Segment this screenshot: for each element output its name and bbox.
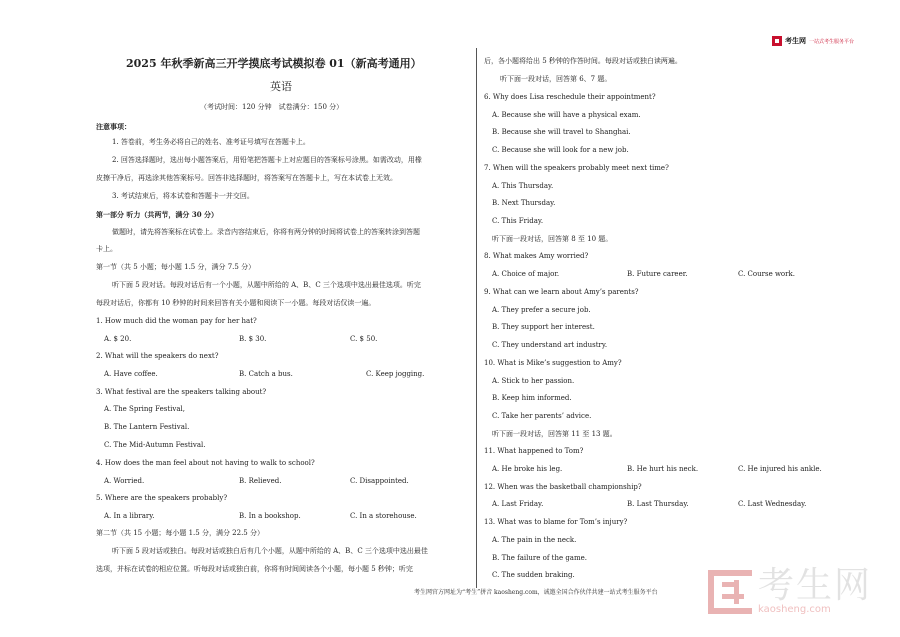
question-10: 10. What is Mike’s suggestion to Amy? [484,359,622,367]
logo-name: 考生网 [785,37,806,45]
brand-logo[interactable] [772,36,854,46]
option-a[interactable]: A. Because she will have a physical exam. [492,111,641,119]
exam-info: （考试时间：120 分钟 试卷满分：150 分） [200,103,344,111]
listening-instruction: 听下面一段对话，回答第 11 至 13 题。 [492,430,617,438]
question-9: 9. What can we learn about Amy’s parents? [484,288,639,296]
section2-intro: 选项，并标在试卷的相应位置。听每段对话或独白前，你将有时间阅读各个小题，每小题 5 秒钟；听完 [96,565,413,573]
option-c[interactable]: C. Course work. [738,270,795,278]
option-b[interactable]: B. Relieved. [239,477,282,485]
question-5: 5. Where are the speakers probably? [96,494,228,502]
option-b[interactable]: B. Because she will travel to Shanghai. [492,128,631,136]
section2-intro: 听下面 5 段对话或独白。每段对话或独白后有几个小题，从题中所给的 A、B、C 三个选项中选出最佳 [112,547,428,555]
option-c[interactable]: C. The sudden braking. [492,571,575,579]
option-c[interactable]: C. They understand art industry. [492,341,608,349]
option-b[interactable]: B. Next Thursday. [492,199,556,207]
option-c[interactable]: C. The Mid-Autumn Festival. [104,441,206,449]
notice-line: 皮擦干净后，再选涂其他答案标号。回答非选择题时，将答案写在答题卡上，写在本试卷上无效。 [96,174,397,182]
question-4: 4. How does the man feel about not having to walk to school? [96,459,315,467]
option-a[interactable]: A. The Spring Festival, [104,405,185,413]
part1-heading: 第一部分 听力（共两节，满分 30 分） [96,210,219,219]
notice-line: 3. 考试结束后，将本试卷和答题卡一并交回。 [112,192,254,200]
listening-instruction: 听下面一段对话，回答第 8 至 10 题。 [492,235,613,243]
option-c[interactable]: C. Disappointed. [350,477,409,485]
question-1: 1. How much did the woman pay for her hat? [96,317,257,325]
question-11: 11. What happened to Tom? [484,447,584,455]
option-a[interactable]: A. The pain in the neck. [492,536,577,544]
page-title: 2025 年秋季新高三开学摸底考试模拟卷 01（新高考通用） [126,57,422,70]
part1-intro: 卡上。 [96,245,117,253]
section1-heading: 第一节（共 5 小题；每小题 1.5 分，满分 7.5 分） [96,263,256,271]
option-b[interactable]: B. He hurt his neck. [627,465,699,473]
option-c[interactable]: C. Because she will look for a new job. [492,146,629,154]
option-a[interactable]: A. Stick to her passion. [492,377,575,385]
option-b[interactable]: B. $ 30. [239,335,267,343]
section1-intro: 听下面 5 段对话。每段对话后有一个小题，从题中所给的 A、B、C 三个选项中选出最佳选项。听完 [112,281,421,289]
continuation-text: 后，各小题将给出 5 秒钟的作答时间。每段对话或独白读两遍。 [484,57,682,65]
watermark-logo-icon [708,570,752,614]
option-b[interactable]: B. Last Thursday. [627,500,689,508]
option-c[interactable]: C. Last Wednesday. [738,500,807,508]
question-3: 3. What festival are the speakers talking about? [96,388,267,396]
option-b[interactable]: B. They support her interest. [492,323,595,331]
option-a[interactable]: A. Have coffee. [104,370,158,378]
option-c[interactable]: C. In a storehouse. [350,512,417,520]
section1-intro: 每段对话后，你都有 10 秒钟的时间来回答有关小题和阅读下一小题。每段对话仅读一遍。 [96,299,376,307]
option-b[interactable]: B. Keep him informed. [492,394,572,402]
logo-slogan: 一站式考生服务平台 [809,38,855,45]
option-b[interactable]: B. In a bookshop. [239,512,301,520]
watermark-text: 考生网 [758,565,873,606]
watermark [708,565,873,615]
option-c[interactable]: C. Keep jogging. [366,370,425,378]
option-a[interactable]: A. Choice of major. [492,270,560,278]
notice-heading: 注意事项： [96,122,131,131]
option-c[interactable]: C. Take her parents’ advice. [492,412,592,420]
notice-line: 2. 回答选择题时，选出每小题答案后，用铅笔把答题卡上对应题目的答案标号涂黑。如需改动，用橡 [112,156,422,164]
option-a[interactable]: A. In a library. [104,512,155,520]
listening-instruction: 听下面一段对话，回答第 6、7 题。 [500,75,612,83]
option-c[interactable]: C. $ 50. [350,335,378,343]
option-a[interactable]: A. This Thursday. [492,182,554,190]
option-b[interactable]: B. The Lantern Festival. [104,423,190,431]
option-a[interactable]: A. $ 20. [104,335,132,343]
option-a[interactable]: A. Last Friday. [492,500,544,508]
question-12: 12. When was the basketball championship? [484,483,642,491]
section2-heading: 第二节（共 15 小题；每小题 1.5 分，满分 22.5 分） [96,529,264,537]
question-2: 2. What will the speakers do next? [96,352,219,360]
watermark-url: kaosheng.com [758,604,831,615]
option-b[interactable]: B. Future career. [627,270,688,278]
page-footer: 考生网官方网址为“考生”拼音 kaosheng.com，诚邀全国合作伙伴共建一站式考生服务平台 [414,589,658,596]
part1-intro: 做题时，请先将答案标在试卷上。录音内容结束后，你将有两分钟的时间将试卷上的答案转涂到答题 [112,228,420,236]
notice-line: 1. 答卷前，考生务必将自己的姓名、准考证号填写在答题卡上。 [112,138,310,146]
option-b[interactable]: B. Catch a bus. [239,370,293,378]
subject-title: 英语 [270,80,292,93]
option-c[interactable]: C. This Friday. [492,217,544,225]
option-a[interactable]: A. Worried. [104,477,145,485]
question-8: 8. What makes Amy worried? [484,252,589,260]
question-6: 6. Why does Lisa reschedule their appointment? [484,93,656,101]
logo-icon [772,36,782,46]
question-13: 13. What was to blame for Tom’s injury? [484,518,628,526]
column-divider [476,48,477,588]
option-a[interactable]: A. They prefer a secure job. [492,306,591,314]
option-c[interactable]: C. He injured his ankle. [738,465,822,473]
option-a[interactable]: A. He broke his leg. [492,465,563,473]
option-b[interactable]: B. The failure of the game. [492,554,587,562]
question-7: 7. When will the speakers probably meet next time? [484,164,669,172]
